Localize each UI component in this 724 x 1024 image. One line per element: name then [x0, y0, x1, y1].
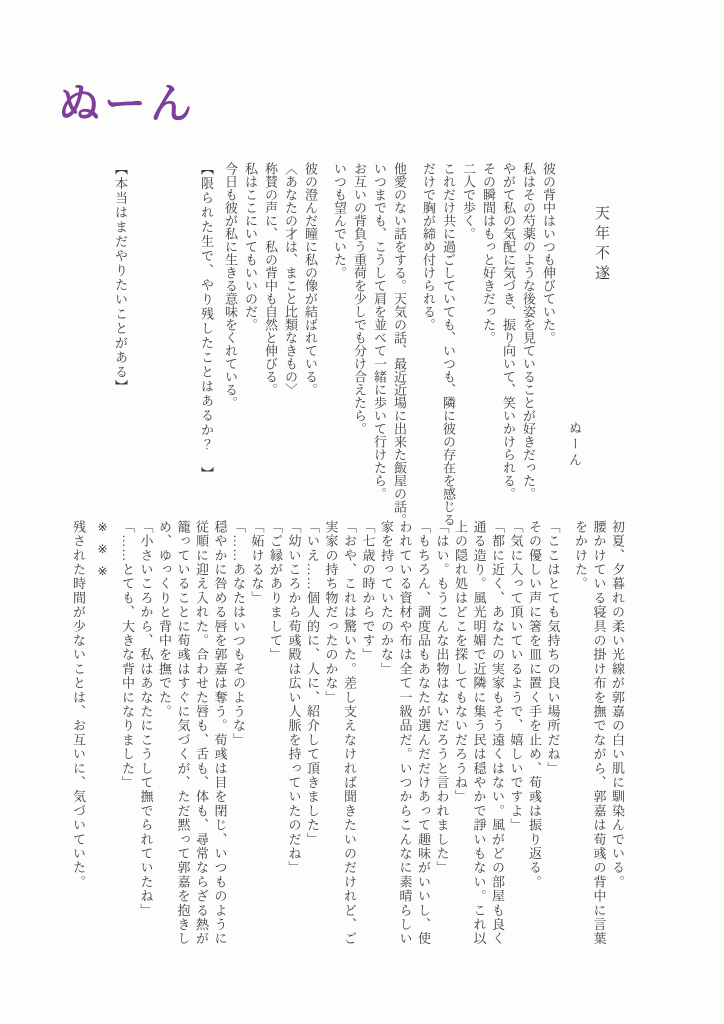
tagline-statement: 【本当はまだやりたいことがある】: [113, 162, 128, 394]
paragraph: 「いえ……個人的に、人に、紹介して頂きました」: [305, 520, 320, 847]
paragraph: 「もちろん、調度品もあなたが選んだだけあって趣味がいいし、使われている資材や布は全て一級品だ。いつからこんなに素晴らしい家を持っていたのかな」: [379, 520, 431, 946]
paragraph: いつも望んでいた。: [332, 162, 347, 279]
paragraph: 「七歳の時からです」: [360, 520, 376, 662]
paragraph: 「……あなたはいつもそのような」: [231, 520, 246, 748]
paragraph-group: [329, 162, 409, 530]
paragraph: 「……とても、大きな背中になりました」: [120, 520, 135, 790]
tagline-question: 【限られた生で、やり残したことはあるか？ 】: [199, 162, 214, 481]
paragraph: 二人で歩く。: [461, 162, 476, 240]
paragraph: 称賛の声に、私の背中も自然と伸びる。: [263, 162, 278, 396]
paragraph: 「都に近く、あなたの実家もそう遠くはない。風がどの部屋も良く通る造り。風光明媚で近隣に集う民は穏やかで諍いもない。これ以上の隠れ処はどこを探してもないだろうね」: [453, 520, 505, 946]
paragraph: 「小さいころから、私はあなたにこうして撫でられていたね」: [138, 520, 154, 918]
paragraph: 腰かけている寝具の掛け布を撫でながら、郭嘉は荀彧の背中に言葉をかけた。: [573, 520, 607, 946]
work-title: 天年不遂: [593, 205, 609, 285]
paragraph: 彼の澄んだ瞳に私の像が結ばれている。: [303, 162, 318, 396]
closing-line: 残された時間が少ないことは、お互いに、気づいていた。: [71, 520, 86, 890]
paragraph: 今日も彼が私に生きる意味をくれている。: [223, 162, 238, 409]
paragraph: いつまでも、こうして肩を並べて一緒に歩いて行けたら。: [372, 162, 387, 500]
author-name: ぬーん: [567, 421, 582, 469]
paragraph-group: [571, 520, 627, 950]
paragraph: 「妬けるな」: [249, 520, 265, 606]
section-separator: ※※※: [95, 520, 110, 586]
paragraph: 穏やかに咎める唇を郭嘉は奪う。荀彧は目を閉じ、いつものように従順に迎え入れた。合わせた唇も、舌も、体も、尋常ならざる熱が籠っていることに荀彧はすぐに気づくが、ただ黙って郭嘉を抱きしめ、ゆっくりと背中を撫でた。: [157, 520, 228, 946]
paragraph: 「おや、これは驚いた。差し支えなければ聞きたいのだけれど、ご実家の持ち物だったのかな」: [323, 520, 357, 946]
paragraph: お互いの背負う重荷を少しでも分け合えたら。: [352, 162, 367, 435]
paragraph: 「ここはとても気持ちの良い場所だね」: [545, 520, 561, 776]
prologue-text-block: [220, 162, 558, 530]
paragraph: やがて私の気配に気づき、振り向いて、笑いかけられる。: [501, 162, 516, 500]
paragraph-group: [418, 162, 558, 530]
paragraph: これだけ共に過ごしていても、いつも、隣に彼の存在を感じるだけで胸が締め付けられる。: [421, 162, 456, 526]
paragraph: 〈あなたの才は、まこと比類なきもの〉: [283, 162, 298, 396]
paragraph: 「ご縁がありまして」: [268, 520, 283, 662]
paragraph: 「幼いころから荀彧殿は広い人脈を持っていたのだね」: [286, 520, 302, 875]
paragraph: 彼の背中はいつも伸びていた。: [541, 162, 556, 344]
paragraph: 私はここにいてもいいのだ。: [243, 162, 258, 331]
story-paragraphs: [118, 520, 627, 950]
paragraph: 「気に入って頂いているようで、嬉しいですよ」: [508, 520, 524, 833]
paragraph: 私はその芍薬のような後姿を見ていることが好きだった。: [521, 162, 536, 500]
story-text-block: [69, 520, 627, 950]
paragraph-group: [118, 520, 562, 950]
paragraph: その瞬間はもっと好きだった。: [481, 162, 496, 344]
circle-logo-title: ぬーん: [58, 82, 197, 128]
paragraph: その優しい声に箸を皿に置く手を止め、荀彧は振り返る。: [527, 520, 542, 890]
paragraph: 「はい。もうこんな出物はないだろうと言われました」: [434, 520, 450, 875]
paragraph: 初夏、夕暮れの柔い光線が郭嘉の白い肌に馴染んでいる。: [610, 520, 625, 890]
paragraph: 他愛のない話をする。天気の話、最近近場に出来た飯屋の話。: [392, 162, 407, 526]
paragraph-group: [220, 162, 320, 530]
